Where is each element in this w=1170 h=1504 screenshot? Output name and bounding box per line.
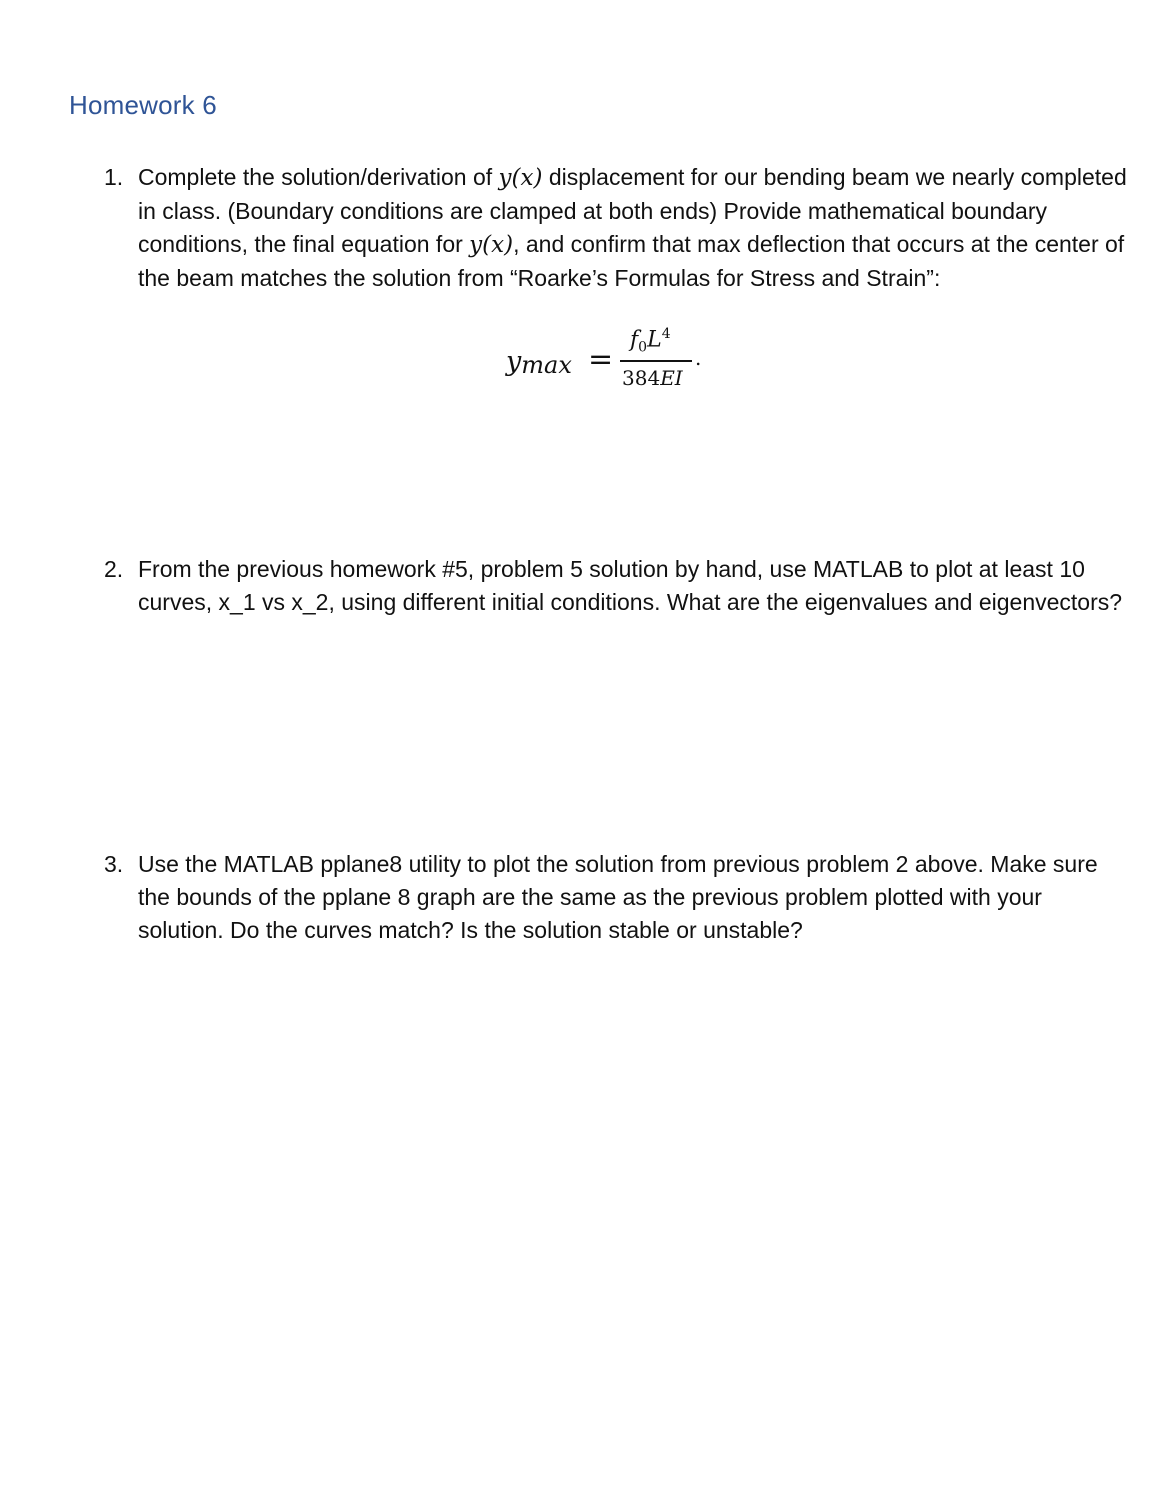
- equation-lhs-var: y: [506, 346, 522, 377]
- math-y-of-x: y(x): [469, 232, 514, 258]
- page-title: Homework 6: [69, 90, 217, 120]
- problem-number: 2.: [104, 556, 124, 582]
- numerator-f-subscript: 0: [638, 339, 648, 356]
- problem-text-part: displacement for our bending beam we nearly completed in class. (Boundary conditions are clamped at both ends) Provide mathematical boundary conditions, the final equation for: [138, 164, 1127, 257]
- equation-period: .: [695, 346, 702, 370]
- problem-text-part: Complete the solution/derivation of: [138, 164, 499, 190]
- problem-text: Use the MATLAB pplane8 utility to plot the solution from previous problem 2 above. Make sure the bounds of the pplane 8 graph are the same as the previous problem plotted with your solution. Do the curves match? Is the solution stable or unstable?: [138, 851, 1098, 943]
- problem-number: 3.: [104, 851, 124, 877]
- denominator-variable: EI: [660, 366, 683, 390]
- problem-text: [138, 161, 1128, 295]
- problem-text-part: , and confirm that max deflection that occurs at the center of the beam matches the solution from “Roarke’s Formulas for Stress and Strain”:: [138, 231, 1125, 291]
- denominator-number: 384: [622, 366, 661, 390]
- fraction-bar: [620, 360, 692, 362]
- equation-denominator: [622, 366, 683, 390]
- numerator-L: L: [647, 327, 662, 353]
- equation-numerator: [630, 326, 671, 356]
- problem-text: From the previous homework #5, problem 5 solution by hand, use MATLAB to plot at least 10 curves, x_1 vs x_2, using different initial conditions. What are the eigenvalues and eigenvectors?: [138, 556, 1123, 615]
- numerator-L-exponent: 4: [661, 326, 671, 342]
- equation-lhs: [506, 346, 572, 377]
- ymax-equation: [500, 326, 720, 396]
- problem-number: 1.: [104, 164, 124, 190]
- numerator-f: f: [630, 327, 639, 353]
- equation-equals: =: [588, 342, 614, 377]
- equation-lhs-subscript: max: [521, 351, 572, 379]
- math-y-of-x: y(x): [498, 165, 543, 191]
